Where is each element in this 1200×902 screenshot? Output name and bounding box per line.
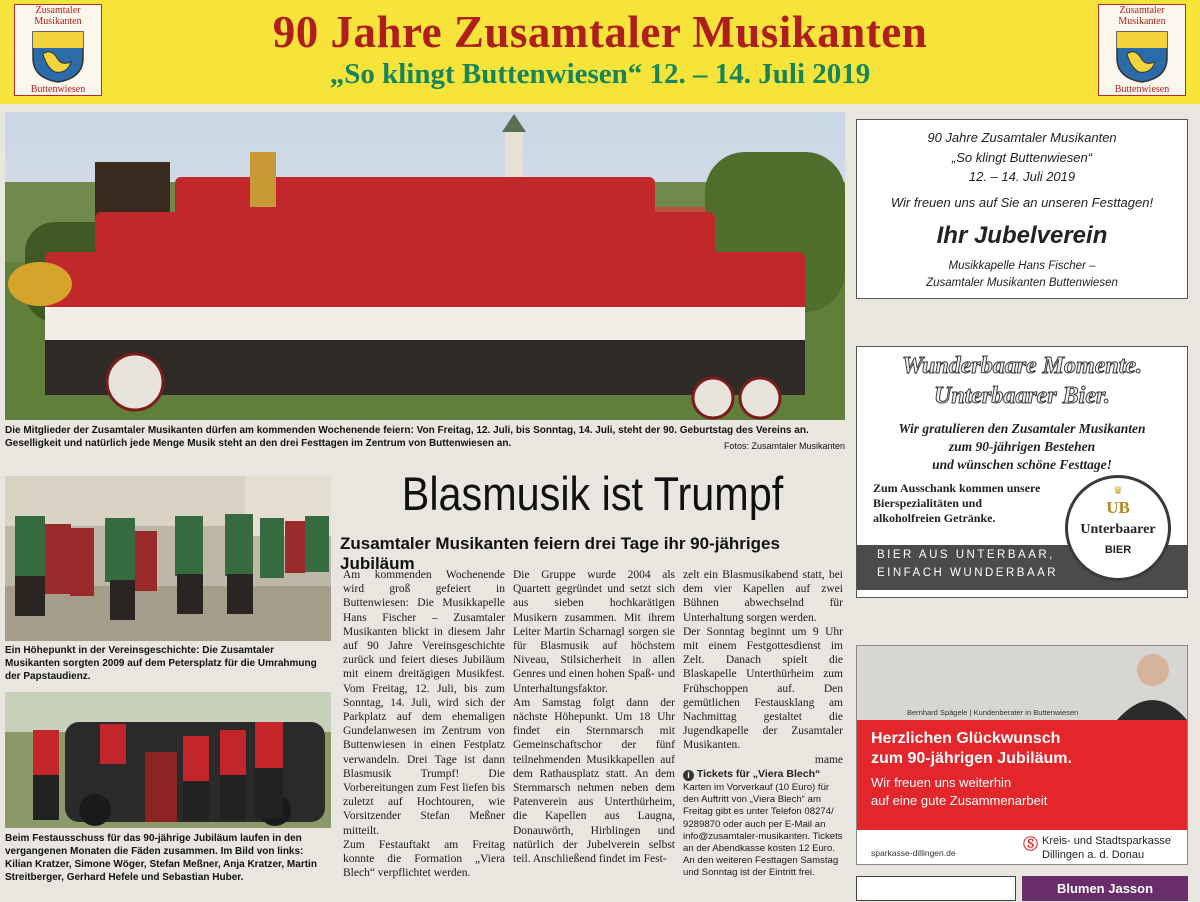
article-paragraph: Die Gruppe wurde 2004 als Quartett gegründet und setzt sich aus sieben hochkarätigen Musikern zusammen. Mit ihrem Leiter Martin Scharnagl sorgen sie für Blasmusik auf höchstem Niveau, Stilsicherheit in allen Genres und einen hohen Spaß- und Unterhaltungsfaktor. xyxy=(513,569,675,695)
sparkasse-photo-label: Bernhard Spägele | Kundenberater in Buttenwiesen xyxy=(907,708,1079,717)
ad-line: „So klingt Buttenwiesen“ xyxy=(951,150,1093,165)
crest-bottom-text: Buttenwiesen xyxy=(1114,84,1170,95)
article-column-1 xyxy=(343,568,505,880)
ad-line: Zusamtaler Musikanten Buttenwiesen xyxy=(926,277,1118,289)
article-paragraph: Am kommenden Wochenende wird groß gefeiert in Buttenwiesen: Die Musikkapelle Hans Fischer – Zusamtaler Musikanten blickt in diesem Jahr auf 90 Jahre Vereinsgeschichte zurück und feiert dieses Jubiläum mit einem dreitägigen Musikfest. Vom Freitag, 12. Juli, bis zum Sonntag, 14. Juli, wird sich der Parkplatz auf dem ehemaligen Gundelanwesen im Zentrum von Buttenwiesen in einen Festplatz verwandeln. Drei Tage ist dann Blasmusik Trumpf! Die Vorbereitungen zum Fest liefen bis zuletzt auf Hochtouren, wie Vorsitzender Stefan Meßner mitteilt. xyxy=(343,569,505,837)
ad-sparkasse xyxy=(856,645,1188,865)
photo-petersplatz xyxy=(5,476,331,641)
article-paragraph: zelt ein Blasmusikabend statt, bei dem vier Kapellen auf zwei Bühnen abwechselnd für Unterhaltung sorgen werden. xyxy=(683,569,843,624)
logo-monogram: UB xyxy=(1106,498,1130,517)
tickets-text: Karten im Vorverkauf (10 Euro) für den Auftritt von „Viera Blech“ am Freitag gibt es unter Telefon 08274/ 9289870 oder auch per E-Mail an info@zusamtaler-musikanten. Tickets an der Abendkasse kosten 12 Euro. An den weiteren Festtagen Samstag und Sonntag ist der Eintritt frei. xyxy=(683,782,843,879)
bier-slogan-1: Wunderbaare Momente. xyxy=(901,353,1143,379)
crest-right xyxy=(1098,4,1186,96)
sparkasse-url[interactable]: sparkasse-dillingen.de xyxy=(871,848,956,858)
article-paragraph: Der Sonntag beginnt um 9 Uhr mit einem Festgottesdienst im Zelt. Danach spielt die Blaskapelle Unterthürheim zum Frühschoppen auf. Den gemütlichen Festausklang am Nachmittag gestaltet die Jugendkapelle der Zusamtaler Musikanten. xyxy=(683,625,843,752)
bier-band-text: EINFACH WUNDERBAAR xyxy=(877,567,1059,579)
sparkasse-headline: zum 90-jährigen Jubiläum. xyxy=(871,750,1072,767)
tickets-heading xyxy=(683,768,843,781)
article-column-2 xyxy=(513,568,675,866)
sparkasse-headline: Herzlichen Glückwunsch xyxy=(871,730,1061,747)
bier-text: Wir gratulieren den Zusamtaler Musikanten xyxy=(898,421,1146,436)
sparkasse-bank-line: Kreis- und Stadtsparkasse xyxy=(1042,835,1172,847)
crest-bottom-text: Buttenwiesen xyxy=(30,84,86,95)
bier-band-text: BIER AUS UNTERBAAR, xyxy=(877,549,1055,561)
coat-of-arms-icon xyxy=(1113,28,1171,84)
logo-bier: BIER xyxy=(1104,544,1132,556)
bier-text-small: Zum Ausschank kommen unsere Bierspezialitäten und alkoholfreien Getränke. xyxy=(873,481,1041,525)
page-title: 90 Jahre Zusamtaler Musikanten xyxy=(272,7,928,57)
crest-top-text: Zusamtaler Musikanten xyxy=(1118,5,1166,27)
ad-jubelverein xyxy=(856,119,1188,299)
article-paragraph: Zum Festauftakt am Freitag konnte die Formation „Viera Blech“ verpflichtet werden. xyxy=(343,838,505,880)
bier-slogan-2: Unterbaarer Bier. xyxy=(933,383,1110,409)
article-author: mame xyxy=(814,753,843,766)
photo-festausschuss-caption-text: Beim Festausschuss für das 90-jährige Jubiläum laufen in den vergangenen Monaten die Fäden zusammen. Im Bild von links: Kilian Kratzer, Simone Wöger, Stefan Meßner, Anja Kratzer, Martin Streitberger, Gerhard Hefele und Sebastian Huber. xyxy=(5,833,317,883)
photo-petersplatz-caption-text: Ein Höhepunkt in der Vereinsgeschichte: Die Zusamtaler Musikanten sorgten 2009 auf dem Petersplatz für die Umrahmung der Papstaudienz. xyxy=(5,645,317,682)
crest-left xyxy=(14,4,102,96)
photo-credit: Fotos: Zusamtaler Musikanten xyxy=(723,441,845,451)
photo-festausschuss xyxy=(5,692,331,828)
sparkasse-bank-line: Dillingen a. d. Donau xyxy=(1042,849,1145,861)
ad-line: Wir freuen uns auf Sie an unseren Festtagen! xyxy=(890,195,1154,210)
coat-of-arms-icon xyxy=(29,28,87,84)
crown-icon: ♛ xyxy=(1113,485,1123,497)
article-paragraph: Am Samstag folgt dann der nächste Höhepunkt. Um 18 Uhr findet ein Sternmarsch mit Gemeinschaftschor der fünf teilnehmenden Musikkapellen auf dem Rathausplatz statt. An dem Sternmarsch nehmen neben dem Patenverein aus Unterthürheim, die Kapellen aus Laugna, Donauwörth, Hirblingen und natürlich der Jubelverein selbst teil. Anschließend findet im Fest- xyxy=(513,696,675,866)
sparkasse-logo-icon: Ⓢ xyxy=(1023,836,1039,853)
bier-text: und wünschen schöne Festtage! xyxy=(932,457,1112,472)
unterbaarer-logo xyxy=(1065,475,1171,581)
ad-line: 90 Jahre Zusamtaler Musikanten xyxy=(927,130,1117,145)
main-photo-band xyxy=(5,112,845,420)
crest-top-text: Zusamtaler Musikanten xyxy=(34,5,82,27)
tickets-title: Tickets für „Viera Blech“ xyxy=(696,768,821,780)
sparkasse-bank-name xyxy=(1042,834,1171,862)
ad-heading: Ihr Jubelverein xyxy=(936,222,1108,249)
ad-bottom-left xyxy=(856,876,1016,901)
ad-line: Musikkapelle Hans Fischer – xyxy=(948,260,1096,272)
article-subheadline: Zusamtaler Musikanten feiern drei Tage ihr 90-jähriges Jubiläum xyxy=(340,534,780,573)
page-subtitle: „So klingt Buttenwiesen“ 12. – 14. Juli 2019 xyxy=(329,58,871,90)
sparkasse-text: auf eine gute Zusammenarbeit xyxy=(871,793,1048,808)
article-column-3 xyxy=(683,568,843,767)
logo-name: Unterbaarer xyxy=(1080,522,1156,537)
ad-line: 12. – 14. Juli 2019 xyxy=(968,169,1076,184)
ad-unterbaarer-bier xyxy=(856,346,1188,598)
sparkasse-text: Wir freuen uns weiterhin xyxy=(871,775,1012,790)
article-headline: Blasmusik ist Trumpf xyxy=(401,467,784,520)
photo-festausschuss-caption xyxy=(5,832,331,884)
photo-petersplatz-caption xyxy=(5,644,331,683)
ad-flowers: Blumen Jasson xyxy=(1022,876,1188,901)
info-icon: i xyxy=(683,770,694,781)
main-photo-caption-text: Die Mitglieder der Zusamtaler Musikanten dürfen am kommenden Wochenende feiern: Von Freitag, 12. Juli, bis Sonntag, 14. Juli, steht der 90. Geburtstag des Vereins an. Geselligkeit und natürlich jede Menge Musik steht an den drei Festtagen im Zentrum von Buttenwiesen an. xyxy=(5,425,809,449)
bier-text: zum 90-jährigen Bestehen xyxy=(948,439,1096,454)
